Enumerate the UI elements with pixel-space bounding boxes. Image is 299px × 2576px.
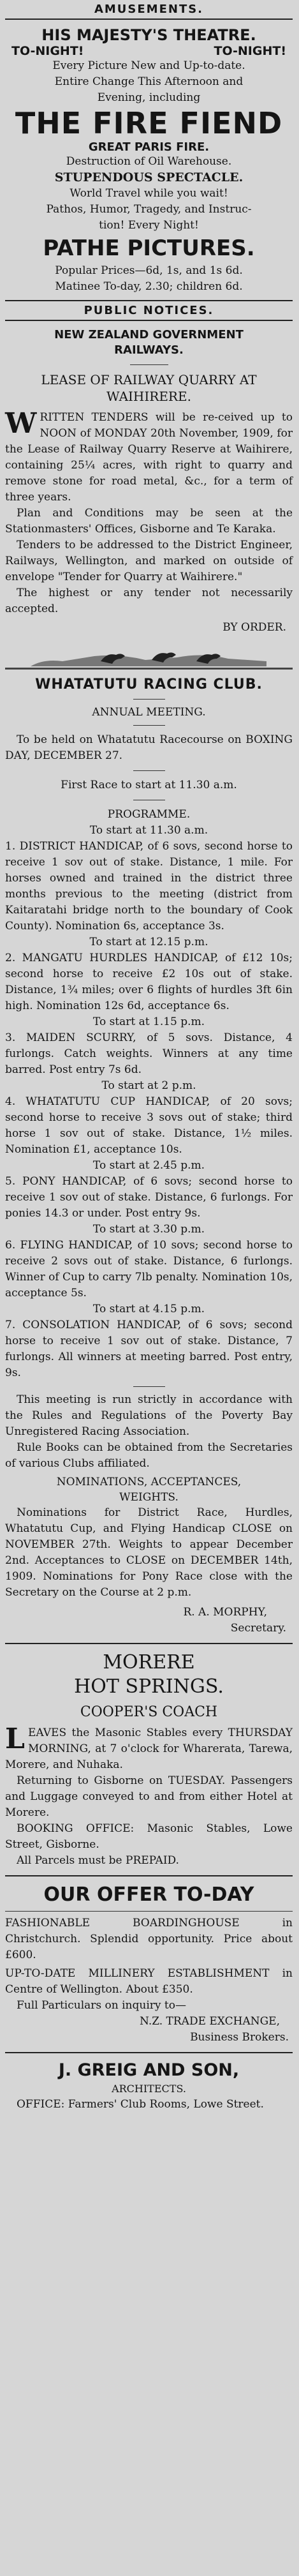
- coopers-coach: COOPER'S COACH: [80, 1704, 218, 1720]
- desc-line: Destruction of Oil Warehouse.: [66, 155, 232, 168]
- tonight-left: TO-NIGHT!: [11, 44, 84, 58]
- divider: [5, 1875, 293, 1876]
- divider: [5, 2052, 293, 2053]
- desc-line: STUPENDOUS SPECTACLE.: [54, 170, 244, 184]
- drop-cap: L: [5, 1723, 25, 1755]
- divider: [5, 320, 293, 321]
- short-rule: [133, 1386, 165, 1387]
- race-desc: 4. WHATATUTU CUP HANDICAP, of 20 sovs; second horse to receive 3 sovs out of stake; third horse 1 sov out of stake. Distance, 1½ miles. Nomination £1, acceptance 10s.: [5, 1095, 293, 1156]
- race-time: To start at 3.30 p.m.: [92, 1223, 205, 1236]
- nominations-heading: [5, 1474, 293, 1505]
- first-race: First Race to start at 11.30 a.m.: [61, 779, 237, 791]
- title-line: RAILWAYS.: [114, 343, 184, 357]
- offer-item1: FASHIONABLE BOARDINGHOUSE in Christchurch. Splendid opportunity. Price about £600.: [5, 1917, 293, 1961]
- tonight-right: TO-NIGHT!: [214, 44, 286, 58]
- race-desc: 2. MANGATU HURDLES HANDICAP, of £12 10s; second horse to receive £2 10s out of stake. Distance, 1¾ miles; over 6 flights of hurdles 3ft 6in high. Nomination 12s 6d, acceptance 6s.: [5, 952, 293, 1012]
- rule-books-para: Rule Books can be obtained from the Secretaries of various Clubs affiliated.: [5, 1441, 293, 1470]
- para-text: EAVES the Masonic Stables every THURSDAY MORNING, at 7 o'clock for Wharerata, Tarewa, Morere, and Nuhaka.: [5, 1726, 293, 1771]
- price-line: Matinee To-day, 2.30; children 6d.: [55, 280, 243, 293]
- amusements-header: AMUSEMENTS.: [94, 3, 204, 16]
- greig-sub: ARCHITECTS.: [112, 2083, 186, 2095]
- divider: [5, 1911, 293, 1912]
- full-particulars: Full Particulars on inquiry to—: [17, 1999, 186, 2012]
- race-item: [5, 1014, 293, 1078]
- race-desc: 7. CONSOLATION HANDICAP, of 6 sovs; second horse to receive 1 sov out of stake. Distance, 7 furlongs. All winners at meeting barred. Post entry, 9s.: [5, 1319, 293, 1379]
- strict-para: This meeting is run strictly in accordance with the Rules and Regulations of the Poverty Bay Unregistered Racing Association.: [5, 1393, 293, 1438]
- divider: [5, 300, 293, 301]
- public-notices-header: PUBLIC NOTICES.: [84, 304, 214, 317]
- title-line: HOT SPRINGS.: [74, 1675, 224, 1698]
- firm-name: N.Z. TRADE EXCHANGE,: [140, 2015, 280, 2028]
- theatre-intro: [5, 58, 293, 106]
- desc-line: Pathos, Humor, Tragedy, and Instruc-: [46, 203, 252, 216]
- race-item: [5, 934, 293, 1014]
- divider: [5, 19, 293, 20]
- highest-para: The highest or any tender not necessarily accepted.: [5, 587, 293, 615]
- lease-title: [5, 371, 293, 405]
- short-rule: [133, 770, 165, 771]
- prices: [5, 263, 293, 295]
- coach-para2: Returning to Gisborne on TUESDAY. Passengers and Luggage conveyed to and from either Hotel at Morere.: [5, 1774, 293, 1819]
- pathe-pictures: PATHE PICTURES.: [43, 236, 255, 261]
- held-line: To be held on Whatatutu Racecourse on BOXING DAY, DECEMBER 27.: [5, 733, 293, 762]
- signer: R. A. MORPHY,: [183, 1606, 267, 1619]
- nominations-para: Nominations for District Race, Hurdles, Whatatutu Cup, and Flying Handicap CLOSE on NOVEMBER 27th. Weights to appear December 2nd. Acceptances to CLOSE on DECEMBER 14th, 1909. Nominations for Pony Race close with the Secretary on the Course at 2 p.m.: [5, 1506, 293, 1599]
- heading-line: NOMINATIONS, ACCEPTANCES,: [56, 1476, 242, 1488]
- title-line: LEASE OF RAILWAY QUARRY AT: [41, 372, 257, 387]
- intro-line: Entire Change This Afternoon and: [54, 75, 244, 88]
- theatre-name: HIS MAJESTY'S THEATRE.: [41, 26, 256, 44]
- race-time: To start at 11.30 a.m.: [89, 824, 208, 837]
- coach-para4: All Parcels must be PREPAID.: [17, 1854, 179, 1867]
- feature-title: THE FIRE FIEND: [15, 106, 283, 140]
- desc-line: World Travel while you wait!: [69, 187, 228, 200]
- greig-title: J. GREIG AND SON,: [58, 2060, 240, 2080]
- offer-title: OUR OFFER TO-DAY: [43, 1883, 254, 1906]
- offer-item2: UP-TO-DATE MILLINERY ESTABLISHMENT in Centre of Wellington. About £350.: [5, 1967, 293, 1996]
- tender-para: RITTEN TENDERS will be re-ceived up to NOON of MONDAY 20th November, 1909, for the Lease of Railway Quarry Reserve at Waihirere, containing 25¼ acres, with right to quarry and remove stone for road metal, &c., for a term of three years.: [5, 411, 293, 504]
- coach-para1: [5, 1725, 293, 1773]
- race-time: To start at 2.45 p.m.: [92, 1159, 205, 1172]
- title-line: WAIHIRERE.: [106, 389, 191, 404]
- great-paris: GREAT PARIS FIRE.: [88, 140, 210, 154]
- race-item: [5, 1078, 293, 1158]
- intro-line: Evening, including: [97, 91, 201, 104]
- race-time: To start at 12.15 p.m.: [89, 936, 208, 948]
- racehorse-image: [5, 642, 293, 675]
- race-desc: 5. PONY HANDICAP, of 6 sovs; second horse to receive 1 sov out of stake. Distance, 6 furlongs. For ponies 14.3 or under. Post entry 9s.: [5, 1175, 293, 1220]
- intro-line: Every Picture New and Up-to-date.: [52, 59, 245, 72]
- desc-line: tion! Every Night!: [99, 219, 199, 232]
- race-item: [5, 1222, 293, 1301]
- racing-club-title: WHATATUTU RACING CLUB.: [35, 677, 263, 693]
- feature-desc: [5, 154, 293, 234]
- title-line: NEW ZEALAND GOVERNMENT: [54, 328, 244, 341]
- race-desc: 6. FLYING HANDICAP, of 10 sovs; second horse to receive 2 sovs out of stake. Distance, 6 furlongs. Winner of Cup to carry 7lb penalty. Nomination 10s, acceptance 5s.: [5, 1239, 293, 1299]
- heading-line: WEIGHTS.: [119, 1491, 179, 1504]
- short-rule: [130, 364, 168, 365]
- tender-notice: [5, 407, 293, 505]
- race-time: To start at 4.15 p.m.: [92, 1303, 205, 1315]
- race-item: [5, 1158, 293, 1222]
- morere-title: [5, 1651, 293, 1699]
- racehorse-engraving: [5, 642, 293, 675]
- annual-meeting: ANNUAL MEETING.: [92, 706, 206, 719]
- drop-cap: W: [5, 407, 37, 440]
- short-rule: [133, 725, 165, 726]
- coach-para3: BOOKING OFFICE: Masonic Stables, Lowe Street, Gisborne.: [5, 1822, 293, 1851]
- by-order: BY ORDER.: [222, 621, 286, 634]
- race-list: [5, 823, 293, 1381]
- race-item: [5, 1301, 293, 1381]
- price-line: Popular Prices—6d, 1s, and 1s 6d.: [55, 264, 243, 277]
- nz-railways-title: [5, 327, 293, 358]
- greig-office: OFFICE: Farmers' Club Rooms, Lowe Street.: [17, 2098, 264, 2111]
- race-time: To start at 1.15 p.m.: [92, 1015, 205, 1028]
- race-desc: 1. DISTRICT HANDICAP, of 6 sovs, second horse to receive 1 sov out of stake. Distance, 1 mile. For horses owned and trained in the district three months previous to the meeting (district from Kaitaratahi bridge north to the boundary of Cook County). Nomination 6s, acceptance 3s.: [5, 840, 293, 932]
- programme-title: PROGRAMME.: [107, 808, 191, 821]
- race-desc: 3. MAIDEN SCURRY, of 5 sovs. Distance, 4 furlongs. Catch weights. Winners at any time barred. Post entry 7s 6d.: [5, 1031, 293, 1076]
- signer-title: Secretary.: [230, 1622, 286, 1635]
- race-time: To start at 2 p.m.: [101, 1079, 196, 1092]
- race-item: [5, 823, 293, 934]
- title-line: MORERE: [103, 1651, 195, 1674]
- tonight-row: [5, 44, 293, 58]
- plans-para: Plan and Conditions may be seen at the Stationmasters' Offices, Gisborne and Te Karaka.: [5, 507, 293, 535]
- firm-sub: Business Brokers.: [190, 2031, 289, 2044]
- tenders-para: Tenders to be addressed to the District Engineer, Railways, Wellington, and marked on outside of envelope "Tender for Quarry at Waihirere.": [5, 539, 293, 583]
- short-rule: [133, 699, 165, 700]
- divider: [5, 1643, 293, 1644]
